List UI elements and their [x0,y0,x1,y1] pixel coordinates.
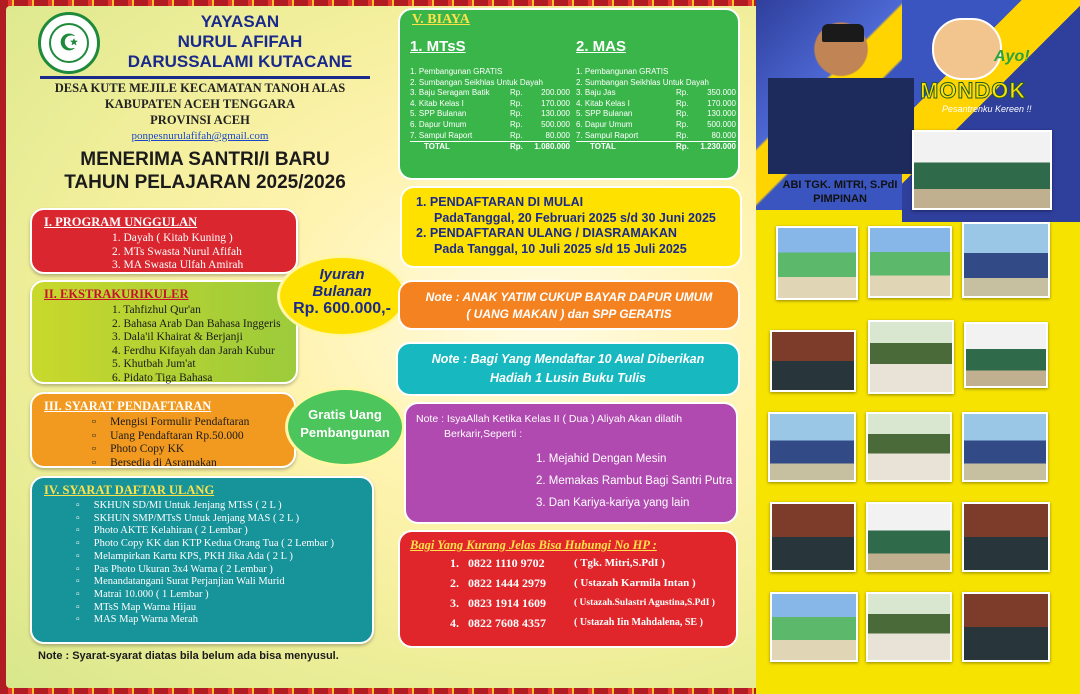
gallery-photo [962,592,1050,662]
list-item: ▫ Uang Pendaftaran Rp.50.000 [42,430,294,444]
leader-role: PIMPINAN [813,193,867,205]
list-item: ▫ Photo Copy KK [42,443,294,457]
note-hadiah [396,342,740,396]
foundation-name [110,12,370,72]
list-item: 1. Tahfizhul Qur'an [112,304,201,316]
cost-row: 2. Sumbangan Seikhlas Untuk Dayah [410,77,543,87]
org-line: YAYASAN [200,12,280,31]
biaya-mas [576,38,736,153]
email-link[interactable]: ponpesnurulafifah@gmail.com [131,130,269,142]
iyuran-line: Iyuran [319,266,365,283]
list-item: 3. MA Swasta Ulfah Amirah [112,259,244,272]
biaya-mts [410,38,570,153]
mondok-logo [912,8,1058,126]
logo-emblem-icon: ☪ [49,23,89,63]
list-item: 5. Khutbah Jum'at [112,358,196,371]
contact-row: 2. 0822 1444 2979 ( Ustazah Karmila Intan ) [410,573,736,593]
registration-date: PadaTanggal, 20 Februari 2025 s/d 30 Juni 2025 [434,210,716,225]
list-item: ▫ Melampirkan Kartu KPS, PKH Jika Ada ( 2 L ) [42,551,372,564]
contact-row: 1. 0822 1110 9702 ( Tgk. Mitri,S.PdI ) [410,553,736,573]
program-title: I. PROGRAM UNGGULAN [44,215,198,229]
total-row: TOTAL Rp. 1.080.000 [410,141,570,153]
list-item: 3. Dala'il Khairat & Berjanji [112,331,243,344]
gallery-photo [962,222,1050,298]
gallery-photo [964,322,1048,388]
cost-row: 6. Dapur Umum Rp. 500.000 [410,119,570,129]
syarat-title: III. SYARAT PENDAFTARAN [44,399,212,413]
list-item: 3. Dan Kariya-kariya yang lain [536,497,690,509]
phone-number[interactable]: 0822 7608 4357 [468,616,546,630]
program-box [30,208,298,274]
headline [30,148,380,194]
gallery-photo [962,502,1050,572]
mondok-ayo: Ayo! [994,48,1030,65]
registration-line: 2. PENDAFTARAN ULANG / DIASRAMAKAN [416,226,677,240]
cost-row: 3. Baju Seragam Batik Rp. 200.000 [410,88,570,98]
kids-illustration-icon [932,18,1002,80]
cost-row: 5. SPP Bulanan Rp. 130.000 [410,109,570,119]
total-row: TOTAL Rp. 1.230.000 [576,141,736,153]
list-item: 2. MTs Swasta Nurul Afifah [112,245,242,258]
gallery-photo [866,412,952,482]
list-item: ▫ Photo Copy KK dan KTP Kedua Orang Tua ( 2 Lembar ) [42,538,372,551]
address-line: DESA KUTE MEJILE KECAMATAN TANOH ALAS [54,81,346,95]
list-item: ▫ Photo AKTE Kelahiran ( 2 Lembar ) [42,525,372,538]
gallery-photo [866,592,952,662]
leader-photo [768,14,914,174]
gallery-photo [770,502,856,572]
foundation-logo [38,12,100,74]
cost-row: 2. Sumbangan Seikhlas Untuk Dayah [576,77,709,87]
iyuran-amount: Rp. 600.000,- [293,300,391,317]
cost-row: 7. Sampul Raport Rp. 80.000 [576,130,736,140]
cost-row: 1. Pembangunan GRATIS [410,67,503,76]
gallery-photo [770,592,858,662]
biaya-title: V. BIAYA [412,12,470,27]
cost-row: 1. Pembangunan GRATIS [576,67,669,76]
list-item: ▫ Mengisi Formulir Pendaftaran [42,416,294,430]
note-line: Note : IsyaAllah Ketika Kelas II ( Dua ) Aliyah Akan dilatih [416,413,683,425]
contact-row: 4. 0822 7608 4357 ( Ustazah Iin Mahdalena, SE ) [410,613,736,633]
cost-row: 5. SPP Bulanan Rp. 130.000 [576,109,736,119]
phone-number[interactable]: 0822 1110 9702 [468,556,545,570]
registration-date: Pada Tanggal, 10 Juli 2025 s/d 15 Juli 2025 [434,241,687,256]
gallery-photo [962,412,1048,482]
syarat-box [30,392,296,468]
gallery-photo [768,412,856,482]
daftar-ulang-box [30,476,374,644]
address-block [20,80,380,144]
address-line: KABUPATEN ACEH TENGGARA [104,97,296,111]
biaya-box [398,8,740,180]
cost-row: 3. Baju Jas Rp. 350.000 [576,88,736,98]
list-item: ▫ Pas Photo Ukuran 3x4 Warna ( 2 Lembar ) [42,564,372,577]
contact-row: 3. 0823 1914 1609 ( Ustazah.Sulastri Agustina,S.PdI ) [410,593,736,613]
activity-photo [912,130,1052,210]
peci-icon [822,24,864,42]
registration-dates [400,186,742,268]
note-yatim [398,280,740,330]
leader-name: ABI TGK. MITRI, S.PdI [782,179,898,191]
list-item: ▫ SKHUN SMP/MTsS Untuk Jenjang MAS ( 2 L ) [42,513,372,526]
daftar-ulang-title: IV. SYARAT DAFTAR ULANG [44,483,215,497]
gallery-photo [866,502,952,572]
mondok-word: MONDOK [920,78,1027,103]
address-line: PROVINSI ACEH [150,113,250,127]
list-item: ▫ MAS Map Warna Merah [42,614,372,627]
iyuran-line: Bulanan [312,283,372,300]
cost-row: 6. Dapur Umum Rp. 500.000 [576,119,736,129]
leader-caption [764,178,916,206]
phone-number[interactable]: 0823 1914 1609 [468,596,546,610]
ekstra-box [30,280,298,384]
list-item: 1. Mejahid Dengan Mesin [536,453,667,465]
gallery-photo [776,226,858,300]
headline-line: TAHUN PELAJARAN 2025/2026 [64,172,346,193]
list-item: ▫ MTsS Map Warna Hijau [42,602,372,615]
cost-row: 4. Kitab Kelas I Rp. 170.000 [576,98,736,108]
contact-title: Bagi Yang Kurang Jelas Bisa Hubungi No HP : [410,538,657,552]
gallery-photo [868,226,952,298]
cost-row: 7. Sampul Raport Rp. 80.000 [410,130,570,140]
gallery-photo [868,320,954,394]
requirements-note: Note : Syarat-syarat diatas bila belum ada bisa menyusul. [38,650,339,662]
mas-heading: 2. MAS [576,38,627,55]
gratis-badge [288,390,402,464]
list-item: 4. Ferdhu Kifayah dan Jarah Kubur [112,344,275,357]
note-line: Hadiah 1 Lusin Buku Tulis [489,371,647,385]
note-kelas [404,402,738,524]
headline-line: MENERIMA SANTRI/I BARU [80,149,330,170]
org-line: NURUL AFIFAH [177,32,303,51]
list-item: ▫ SKHUN SD/MI Untuk Jenjang MTsS ( 2 L ) [42,500,372,513]
phone-number[interactable]: 0822 1444 2979 [468,576,546,590]
mondok-tag: Pesantrenku Kereen !! [942,104,1032,114]
org-line: DARUSSALAMI KUTACANE [127,52,353,71]
registration-line: 1. PENDAFTARAN DI MULAI [416,195,584,209]
note-line: Note : ANAK YATIM CUKUP BAYAR DAPUR UMUM [425,290,713,304]
list-item: 1. Dayah ( Kitab Kuning ) [112,232,233,244]
note-line: Berkarir,Seperti : [444,428,523,440]
gratis-line: Pembangunan [300,425,390,440]
list-item: ▫ Menandatangani Surat Perjanjian Wali Murid [42,576,372,589]
note-line: ( UANG MAKAN ) dan SPP GERATIS [466,307,672,321]
list-item: 2. Bahasa Arab Dan Bahasa Inggeris [112,317,281,330]
list-item: ▫ Matrai 10.000 ( 1 Lembar ) [42,589,372,602]
note-line: Note : Bagi Yang Mendaftar 10 Awal Diberikan [431,352,705,366]
gratis-line: Gratis Uang [308,407,382,422]
gallery-photo [770,330,856,392]
mts-heading: 1. MTsS [410,38,466,55]
header-divider [40,76,370,79]
right-panel [756,0,1080,694]
list-item: 6. Pidato Tiga Bahasa [112,371,213,384]
iyuran-badge [280,258,404,334]
list-item: ▫ Bersedia di Asramakan [42,457,294,471]
contact-box [398,530,738,648]
cost-row: 4. Kitab Kelas I Rp. 170.000 [410,98,570,108]
list-item: 2. Memakas Rambut Bagi Santri Putra [536,475,733,487]
ekstra-title: II. EKSTRAKURIKULER [44,287,189,301]
